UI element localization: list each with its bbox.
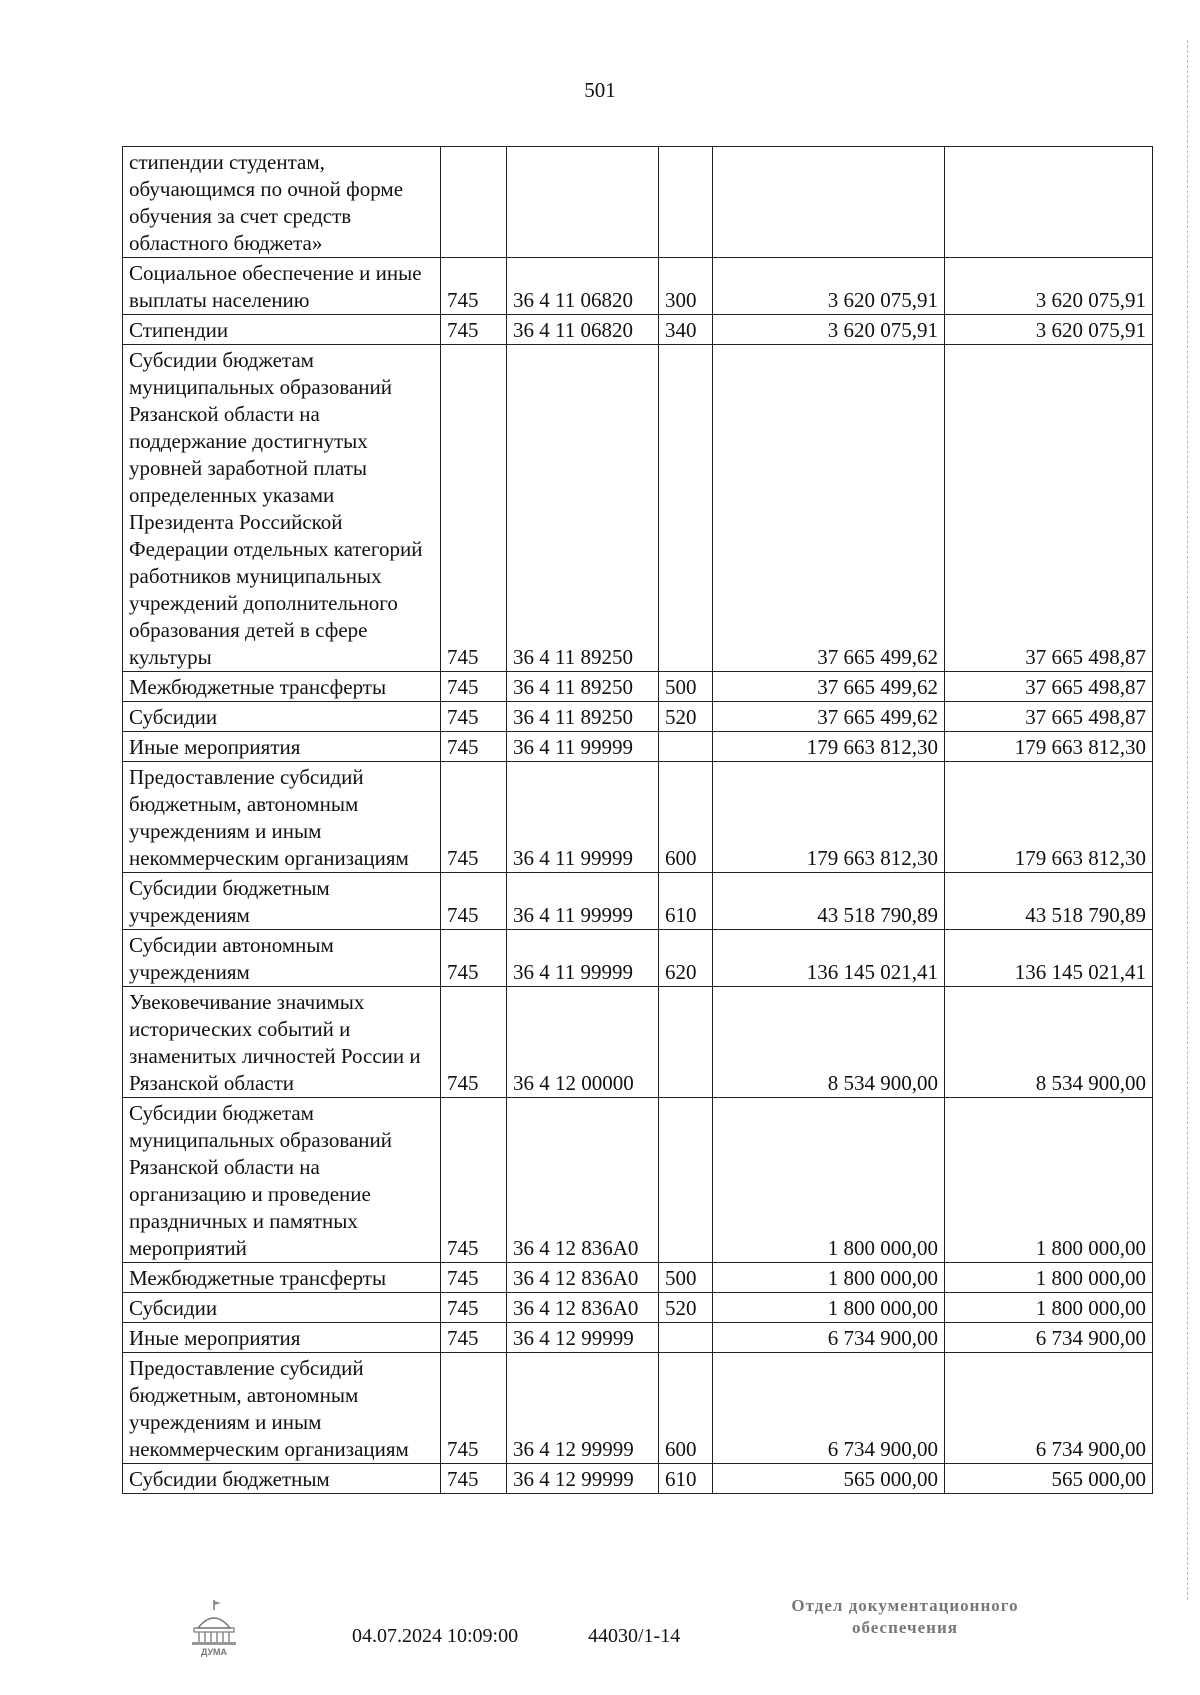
row-sum-actual: 43 518 790,89 [945, 873, 1153, 930]
row-sum-planned [713, 147, 945, 258]
row-name: Субсидии [123, 1293, 441, 1323]
row-ministry: 745 [441, 1293, 507, 1323]
row-sum-planned: 1 800 000,00 [713, 1098, 945, 1263]
row-target-code: 36 4 12 00000 [507, 987, 659, 1098]
row-name: Предоставление субсидий бюджетным, автономным учреждениям и иным некоммерческим организациям [123, 762, 441, 873]
row-expense-type: 600 [659, 762, 713, 873]
row-name: Субсидии автономным учреждениям [123, 930, 441, 987]
row-name: Субсидии [123, 702, 441, 732]
row-target-code [507, 147, 659, 258]
row-sum-planned: 43 518 790,89 [713, 873, 945, 930]
table-row [123, 345, 1153, 672]
table-row [123, 672, 1153, 702]
row-sum-planned: 6 734 900,00 [713, 1353, 945, 1464]
row-sum-actual: 179 663 812,30 [945, 732, 1153, 762]
department-stamp [760, 1595, 1050, 1639]
table-row [123, 732, 1153, 762]
row-ministry: 745 [441, 258, 507, 315]
row-target-code: 36 4 12 836А0 [507, 1098, 659, 1263]
row-name: Субсидии бюджетным учреждениям [123, 873, 441, 930]
row-name: Субсидии бюджетам муниципальных образований Рязанской области на поддержание достигнутых уровней заработной платы определенных указами Президента Российской Федерации отдельных категорий работников муниципальных учреждений дополнительного образования детей в сфере культуры [123, 345, 441, 672]
table-row [123, 1263, 1153, 1293]
row-ministry: 745 [441, 987, 507, 1098]
row-ministry: 745 [441, 1263, 507, 1293]
duma-building-icon [186, 1598, 242, 1658]
row-expense-type: 300 [659, 258, 713, 315]
row-expense-type [659, 987, 713, 1098]
table-row [123, 258, 1153, 315]
row-ministry: 745 [441, 672, 507, 702]
table-row [123, 1353, 1153, 1464]
row-name: Межбюджетные трансферты [123, 1263, 441, 1293]
row-ministry: 745 [441, 762, 507, 873]
row-ministry: 745 [441, 1098, 507, 1263]
row-target-code: 36 4 11 99999 [507, 762, 659, 873]
table-row [123, 1098, 1153, 1263]
budget-table [122, 146, 1153, 1494]
row-ministry: 745 [441, 873, 507, 930]
row-sum-planned: 565 000,00 [713, 1464, 945, 1494]
row-sum-actual: 136 145 021,41 [945, 930, 1153, 987]
row-sum-planned: 1 800 000,00 [713, 1293, 945, 1323]
table-row [123, 1464, 1153, 1494]
row-expense-type: 610 [659, 1464, 713, 1494]
row-name: Стипендии [123, 315, 441, 345]
row-sum-actual: 565 000,00 [945, 1464, 1153, 1494]
row-expense-type: 500 [659, 672, 713, 702]
row-sum-actual: 3 620 075,91 [945, 315, 1153, 345]
table-row [123, 930, 1153, 987]
row-expense-type: 610 [659, 873, 713, 930]
row-expense-type: 600 [659, 1353, 713, 1464]
page-number: 501 [584, 78, 616, 102]
row-sum-actual: 1 800 000,00 [945, 1293, 1153, 1323]
row-sum-actual: 6 734 900,00 [945, 1323, 1153, 1353]
footer-doc-number: 44030/1-14 [588, 1625, 681, 1647]
row-expense-type: 500 [659, 1263, 713, 1293]
stamp-line-1: Отдел документационного [791, 1596, 1019, 1615]
row-expense-type [659, 345, 713, 672]
row-ministry: 745 [441, 702, 507, 732]
row-target-code: 36 4 11 99999 [507, 732, 659, 762]
row-name: стипендии студентам, обучающимся по очной форме обучения за счет средств областного бюджета» [123, 147, 441, 258]
row-sum-actual: 8 534 900,00 [945, 987, 1153, 1098]
duma-logo [186, 1598, 242, 1658]
row-sum-actual: 1 800 000,00 [945, 1098, 1153, 1263]
row-name: Иные мероприятия [123, 732, 441, 762]
table-row [123, 1293, 1153, 1323]
row-sum-actual: 3 620 075,91 [945, 258, 1153, 315]
table-body [123, 147, 1153, 1494]
row-ministry [441, 147, 507, 258]
row-target-code: 36 4 11 99999 [507, 930, 659, 987]
row-target-code: 36 4 12 99999 [507, 1323, 659, 1353]
row-sum-planned: 136 145 021,41 [713, 930, 945, 987]
row-sum-planned: 6 734 900,00 [713, 1323, 945, 1353]
row-sum-actual: 179 663 812,30 [945, 762, 1153, 873]
row-sum-actual: 37 665 498,87 [945, 345, 1153, 672]
row-name: Межбюджетные трансферты [123, 672, 441, 702]
row-name: Субсидии бюджетам муниципальных образований Рязанской области на организацию и проведение праздничных и памятных мероприятий [123, 1098, 441, 1263]
table-row [123, 873, 1153, 930]
row-ministry: 745 [441, 315, 507, 345]
row-target-code: 36 4 12 836А0 [507, 1293, 659, 1323]
row-target-code: 36 4 12 99999 [507, 1353, 659, 1464]
footer-date: 04.07.2024 10:09:00 [352, 1625, 519, 1647]
row-expense-type: 340 [659, 315, 713, 345]
row-sum-planned: 8 534 900,00 [713, 987, 945, 1098]
row-target-code: 36 4 11 89250 [507, 345, 659, 672]
table-row [123, 1323, 1153, 1353]
row-sum-actual: 1 800 000,00 [945, 1263, 1153, 1293]
row-sum-planned: 37 665 499,62 [713, 702, 945, 732]
row-target-code: 36 4 12 836А0 [507, 1263, 659, 1293]
table-row [123, 702, 1153, 732]
table-row [123, 762, 1153, 873]
row-ministry: 745 [441, 1464, 507, 1494]
row-ministry: 745 [441, 930, 507, 987]
scan-edge-artifact [1187, 40, 1194, 1600]
row-expense-type: 620 [659, 930, 713, 987]
table-row [123, 315, 1153, 345]
row-name: Социальное обеспечение и иные выплаты населению [123, 258, 441, 315]
stamp-line-2: обеспечения [852, 1618, 958, 1637]
row-sum-planned: 3 620 075,91 [713, 315, 945, 345]
row-sum-planned: 179 663 812,30 [713, 762, 945, 873]
row-sum-actual [945, 147, 1153, 258]
row-target-code: 36 4 12 99999 [507, 1464, 659, 1494]
logo-text: ДУМА [200, 1647, 228, 1657]
row-sum-planned: 37 665 499,62 [713, 672, 945, 702]
row-target-code: 36 4 11 06820 [507, 315, 659, 345]
row-ministry: 745 [441, 345, 507, 672]
row-name: Предоставление субсидий бюджетным, автономным учреждениям и иным некоммерческим организациям [123, 1353, 441, 1464]
row-ministry: 745 [441, 1323, 507, 1353]
row-sum-actual: 37 665 498,87 [945, 702, 1153, 732]
row-sum-planned: 37 665 499,62 [713, 345, 945, 672]
row-expense-type [659, 147, 713, 258]
row-name: Иные мероприятия [123, 1323, 441, 1353]
row-target-code: 36 4 11 89250 [507, 672, 659, 702]
row-sum-actual: 6 734 900,00 [945, 1353, 1153, 1464]
row-ministry: 745 [441, 1353, 507, 1464]
row-expense-type [659, 732, 713, 762]
row-target-code: 36 4 11 99999 [507, 873, 659, 930]
row-sum-planned: 3 620 075,91 [713, 258, 945, 315]
row-sum-planned: 179 663 812,30 [713, 732, 945, 762]
row-expense-type [659, 1098, 713, 1263]
row-sum-planned: 1 800 000,00 [713, 1263, 945, 1293]
row-expense-type: 520 [659, 1293, 713, 1323]
row-ministry: 745 [441, 732, 507, 762]
table-row [123, 147, 1153, 258]
row-sum-actual: 37 665 498,87 [945, 672, 1153, 702]
row-name: Увековечивание значимых исторических событий и знаменитых личностей России и Рязанской области [123, 987, 441, 1098]
row-target-code: 36 4 11 89250 [507, 702, 659, 732]
row-expense-type [659, 1323, 713, 1353]
row-name: Субсидии бюджетным [123, 1464, 441, 1494]
row-expense-type: 520 [659, 702, 713, 732]
row-target-code: 36 4 11 06820 [507, 258, 659, 315]
table-row [123, 987, 1153, 1098]
